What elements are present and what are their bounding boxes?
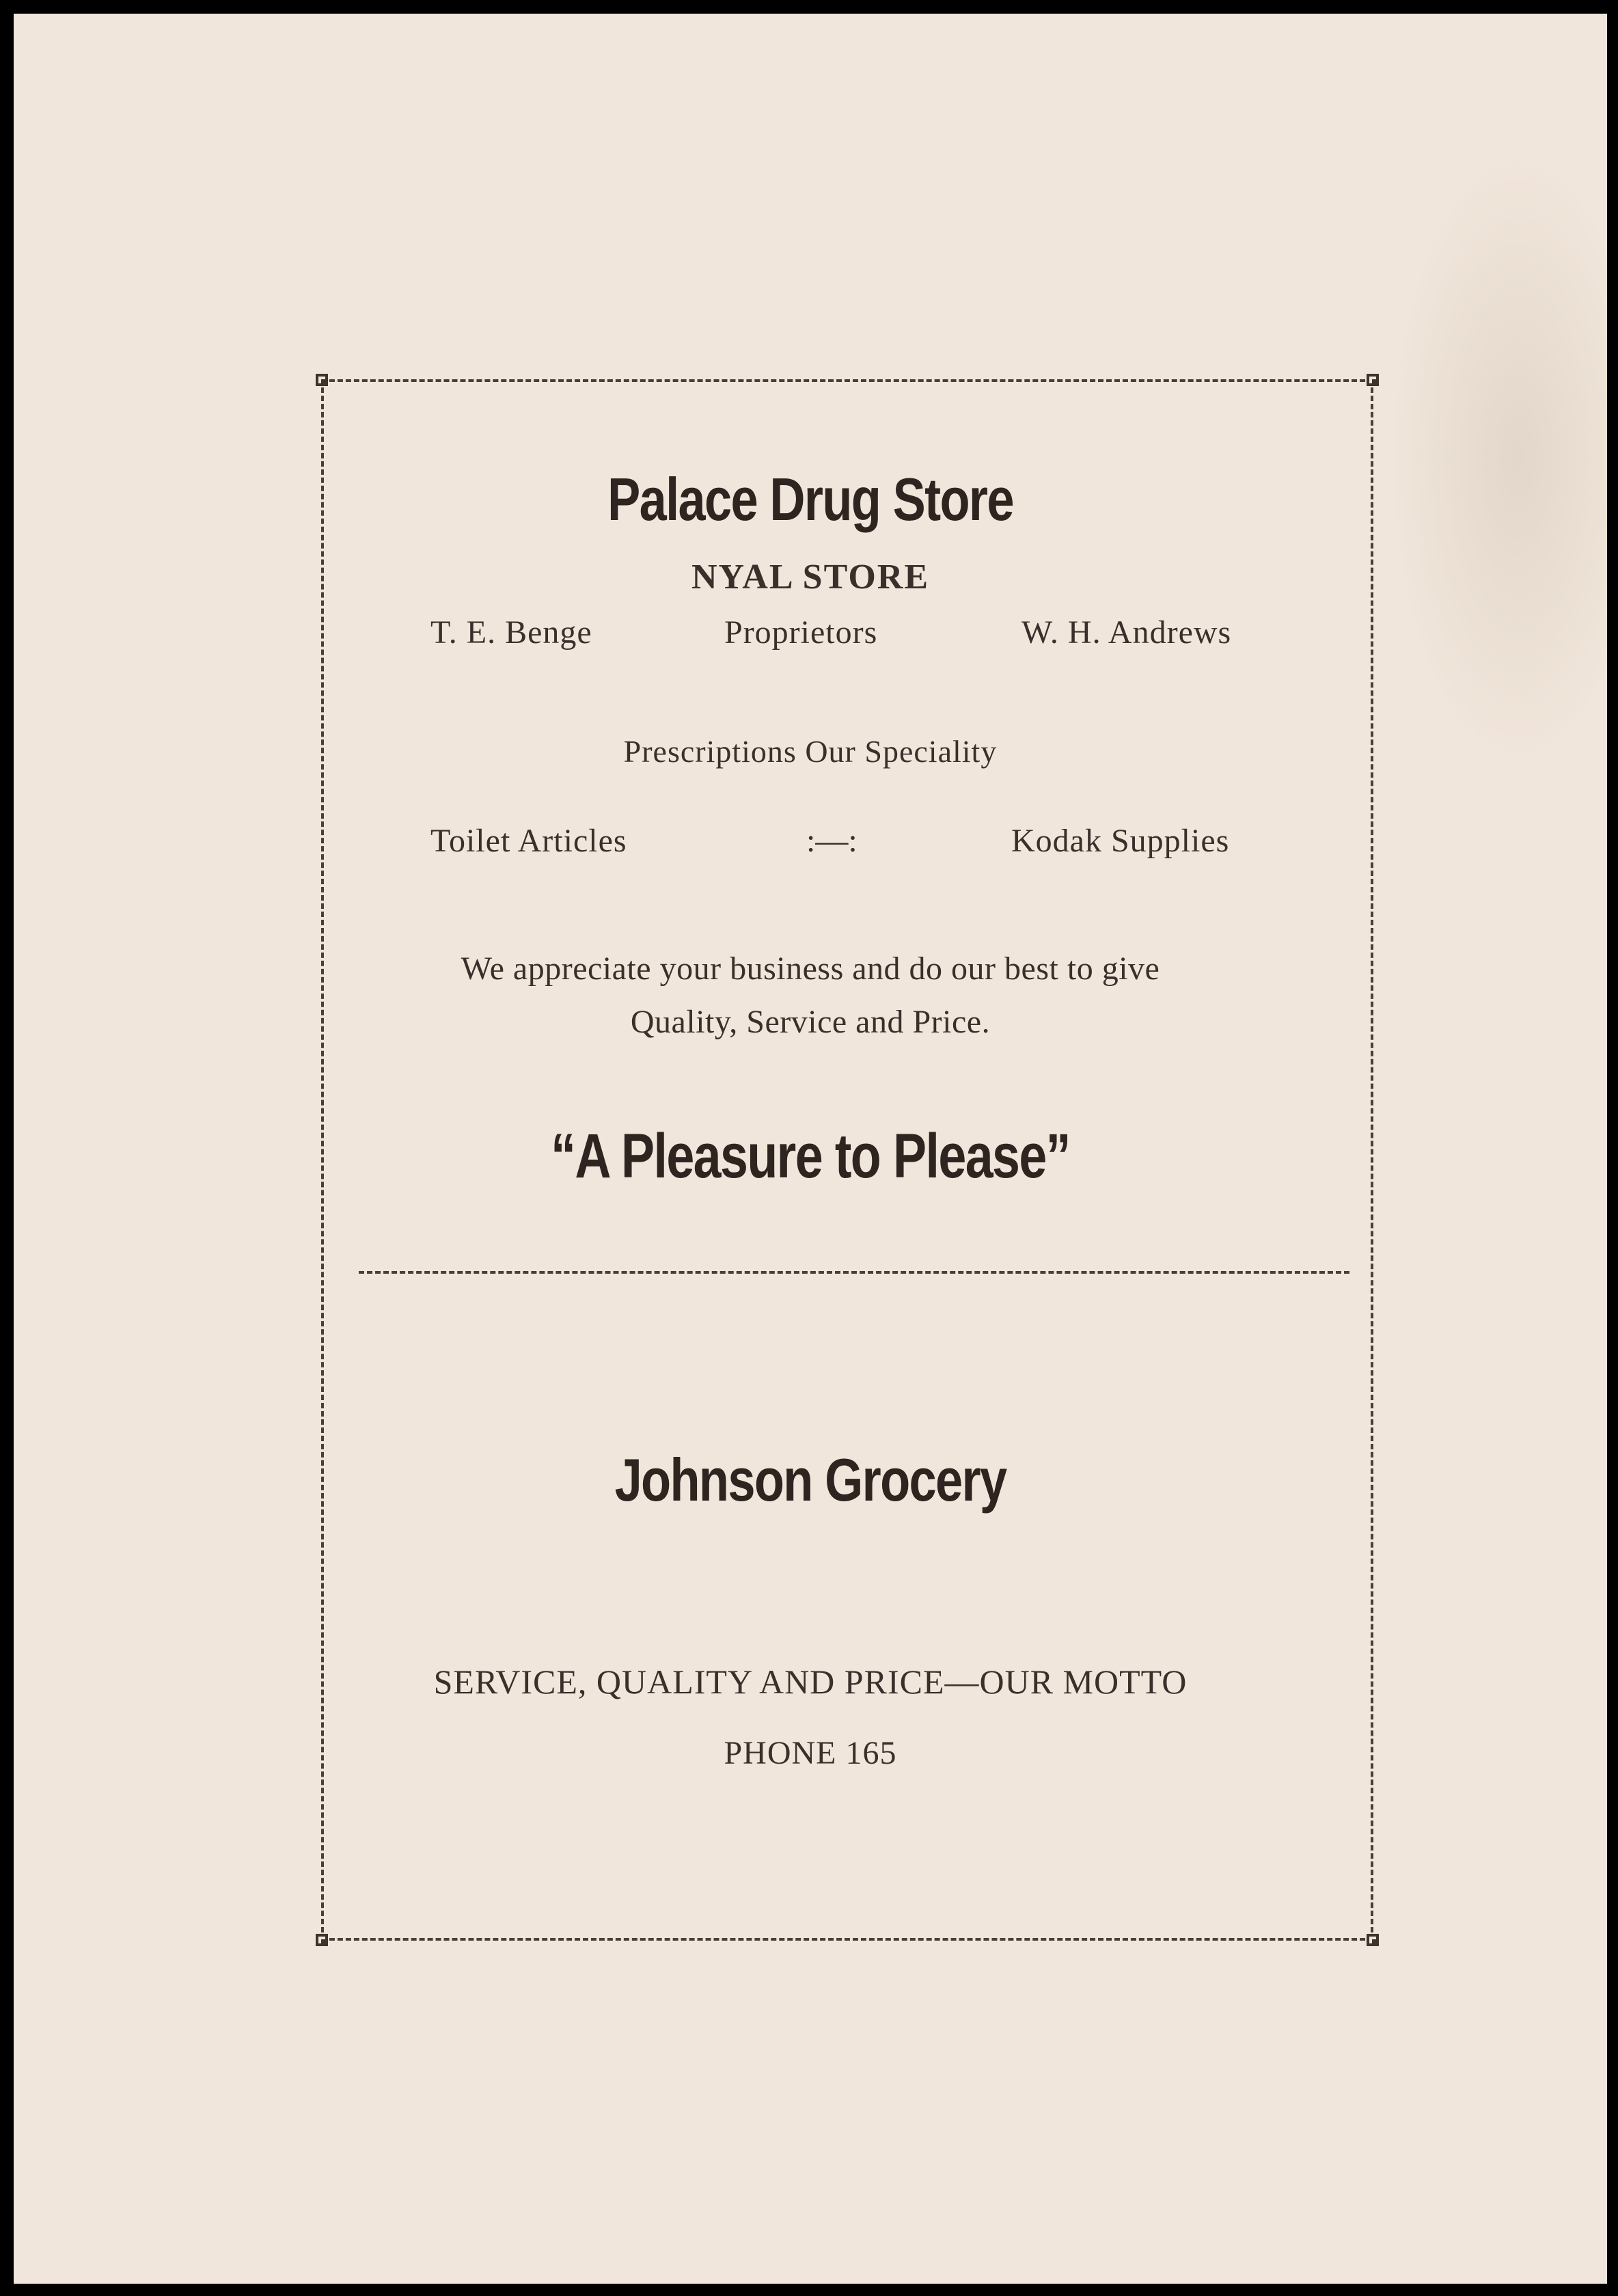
section-divider	[359, 1271, 1349, 1274]
appreciation-line-2: Quality, Service and Price.	[630, 1004, 991, 1040]
grocery-phone: PHONE 165	[724, 1735, 897, 1771]
corner-ornament-icon	[1367, 374, 1379, 386]
grocery-name: Johnson Grocery	[614, 1446, 1006, 1514]
appreciation-line-1: We appreciate your business and do our best to give	[461, 951, 1160, 987]
item-separator: :—:	[806, 823, 858, 859]
owner-right: W. H. Andrews	[1021, 614, 1232, 651]
corner-ornament-icon	[316, 374, 328, 386]
paper-shadow	[1388, 150, 1607, 765]
drug-store-subtitle: NYAL STORE	[691, 558, 930, 597]
item-right: Kodak Supplies	[1011, 823, 1230, 859]
item-left: Toilet Articles	[430, 823, 627, 859]
drug-store-slogan: “A Pleasure to Please”	[551, 1121, 1070, 1191]
drug-store-name: Palace Drug Store	[607, 465, 1013, 533]
owner-left: T. E. Benge	[430, 614, 592, 651]
owners-label: Proprietors	[724, 614, 878, 651]
specialty-line: Prescriptions Our Speciality	[623, 734, 998, 769]
grocery-motto: SERVICE, QUALITY AND PRICE—OUR MOTTO	[433, 1663, 1188, 1701]
corner-ornament-icon	[316, 1934, 328, 1946]
corner-ornament-icon	[1367, 1934, 1379, 1946]
page	[14, 14, 1607, 2284]
